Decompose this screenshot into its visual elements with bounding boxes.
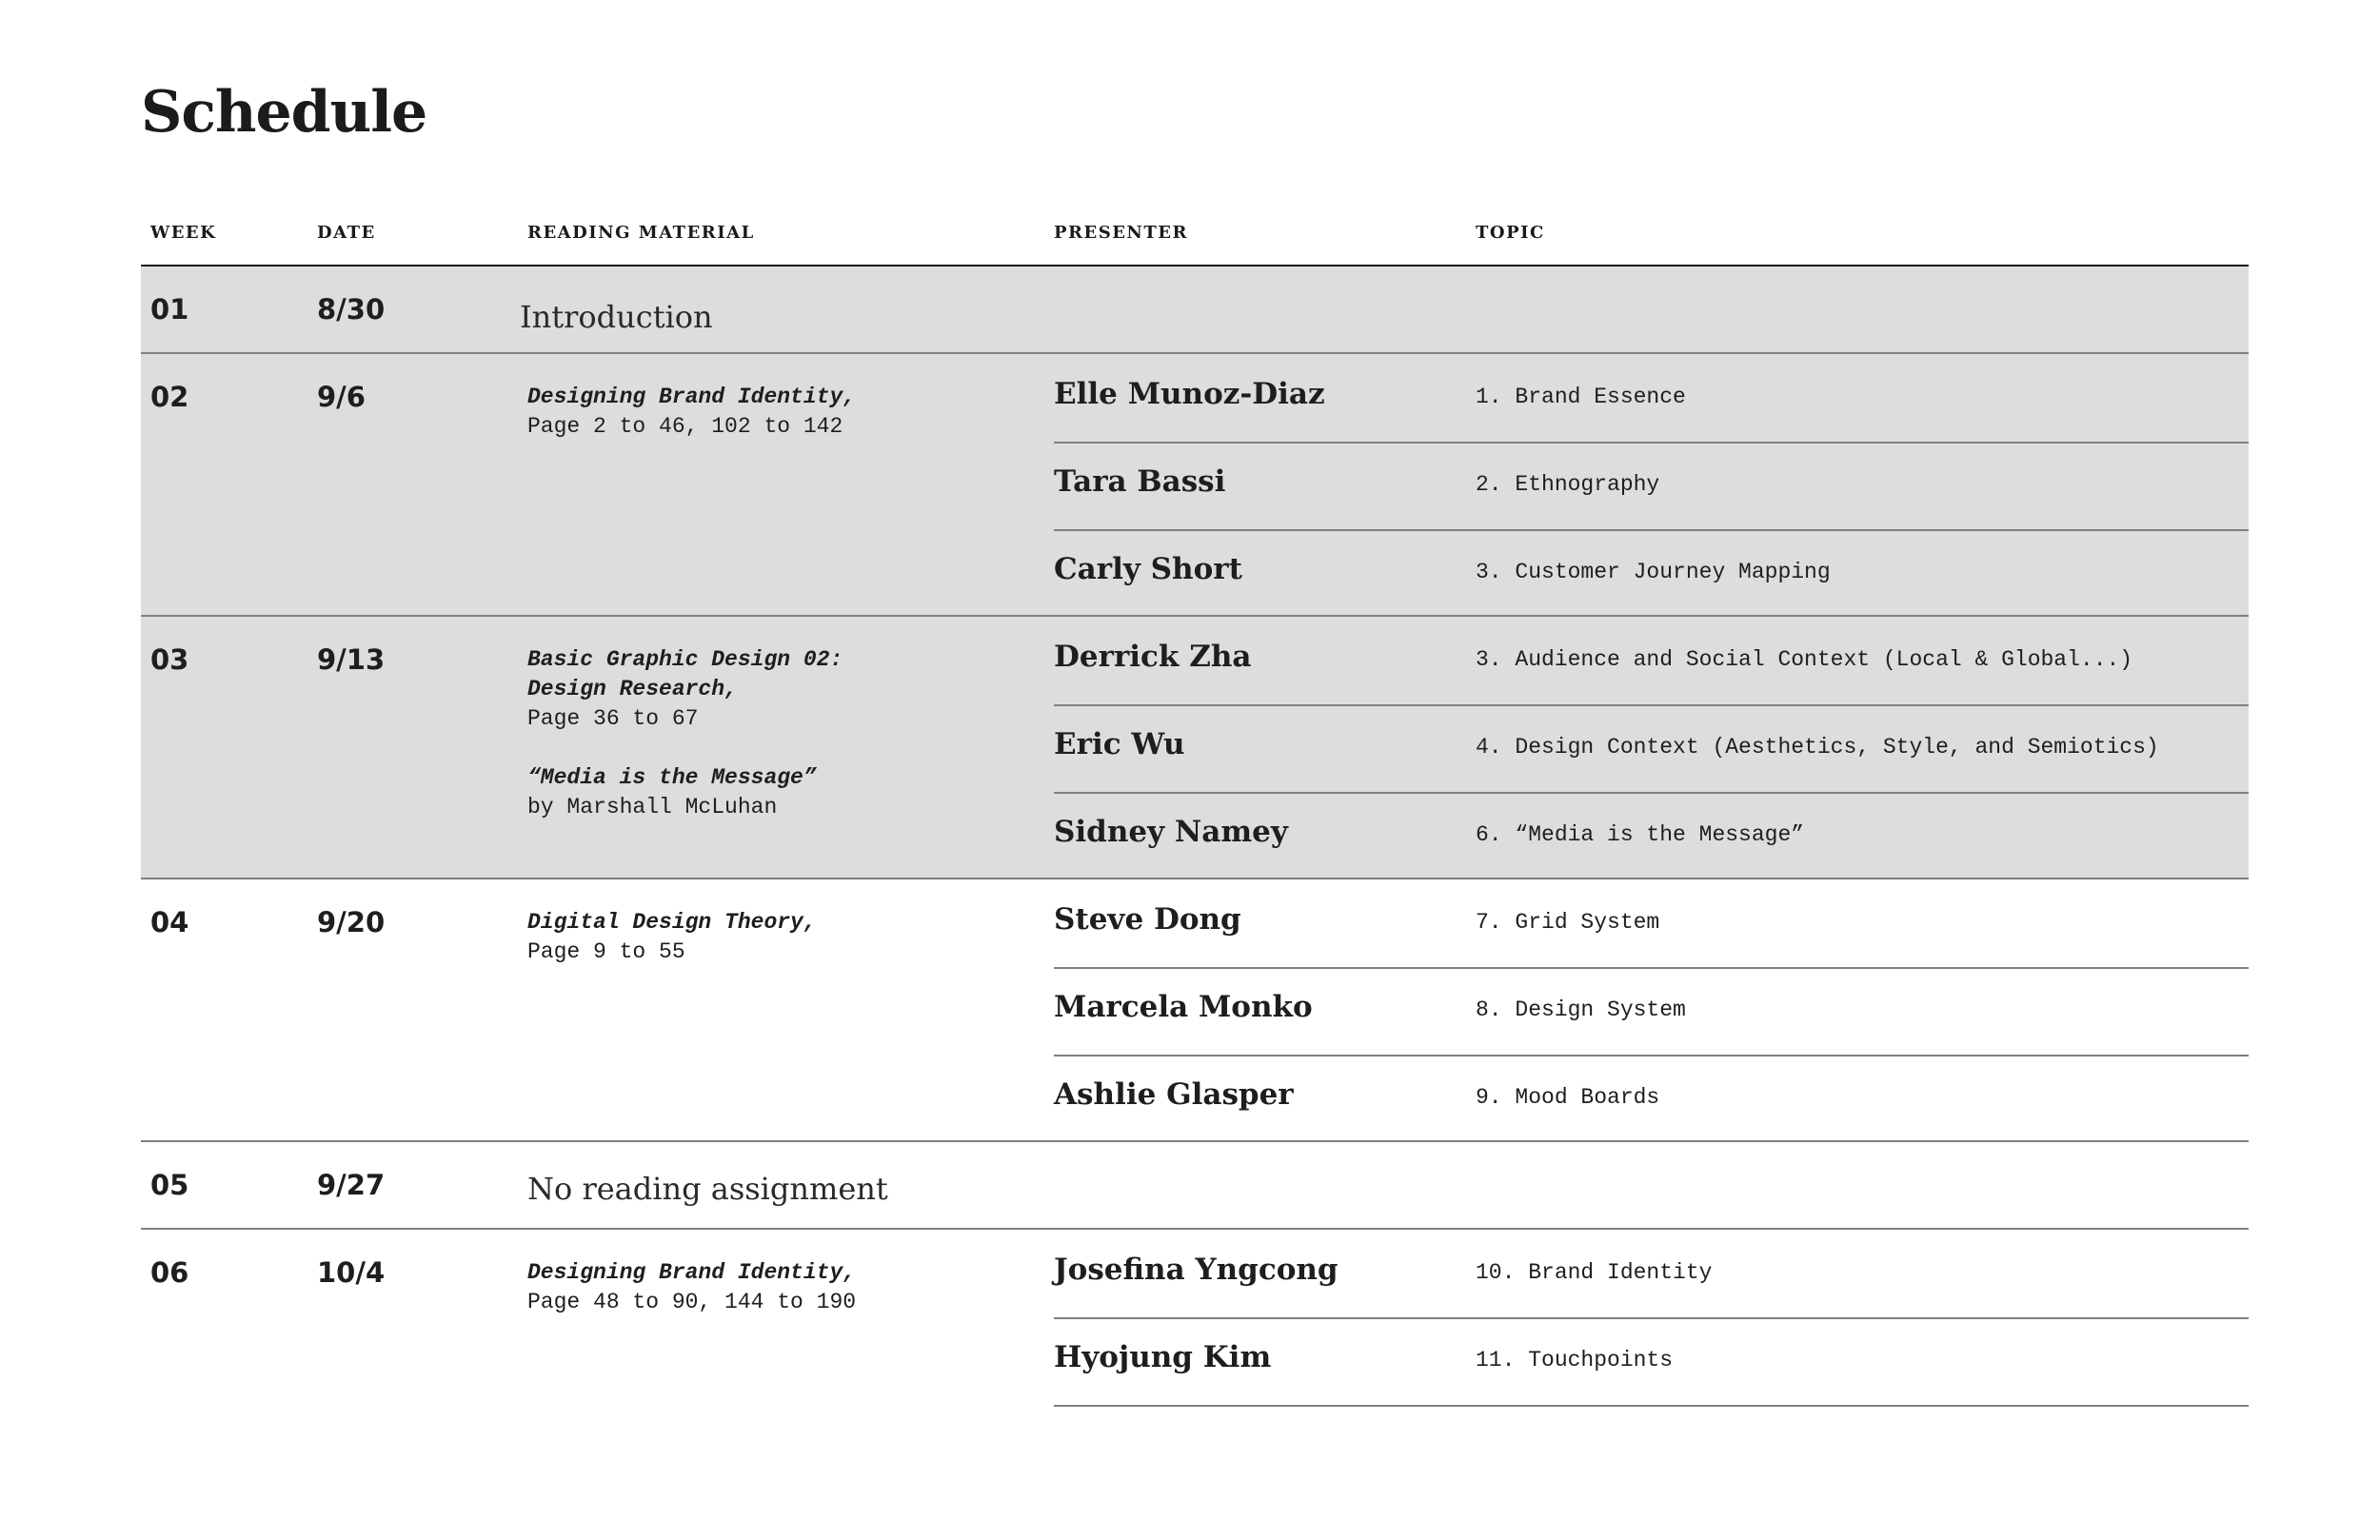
reading-pages: Page 9 to 55 [527,939,685,964]
table-header [141,219,2249,268]
presenter-topic: 3. Audience and Social Context (Local & Global...) [1476,647,2133,672]
header-reading-material: READING MATERIAL [527,223,755,243]
presenter-row [1054,879,2249,969]
presenter-topic: 11. Touchpoints [1476,1348,1674,1372]
presenter-name: Derrick Zha [1054,640,1252,674]
presenter-row [1054,1317,2249,1407]
presenter-topic: 2. Ethnography [1476,472,1660,497]
week-number: 01 [150,293,189,326]
week-row-04 [141,879,2249,1142]
week-date: 9/27 [317,1169,386,1201]
presenter-topic: 10. Brand Identity [1476,1260,1713,1285]
reading-book-title: Designing Brand Identity, [527,385,857,409]
reading-book-title: Designing Brand Identity, [527,1260,857,1285]
presenter-name: Steve Dong [1054,902,1241,937]
reading-note: Introduction [520,299,713,335]
reading-pages: Page 2 to 46, 102 to 142 [527,414,843,439]
presenter-name: Ashlie Glasper [1054,1077,1294,1112]
presenter-row [1054,617,2249,706]
presenter-row [1054,442,2249,531]
presenter-topic: 1. Brand Essence [1476,385,1686,409]
week-row-05 [141,1142,2249,1230]
week-number: 02 [150,381,189,413]
week-date: 9/20 [317,906,386,938]
presenter-topic: 8. Design System [1476,997,1686,1022]
week-row-06 [141,1230,2249,1405]
reading-material [527,908,1041,967]
presenter-row [1054,792,2249,879]
reading-book-subtitle: Design Research, [527,677,738,701]
reading-material [527,1258,1041,1317]
header-week: WEEK [150,223,217,243]
presenter-row [1054,967,2249,1056]
presenter-name: Eric Wu [1054,727,1185,761]
week-date: 9/6 [317,381,366,413]
presenter-name: Sidney Namey [1054,815,1288,849]
presenter-row [1054,1230,2249,1319]
week-date: 8/30 [317,293,386,326]
reading-book-title: Basic Graphic Design 02: [527,647,843,672]
week-row-01 [141,267,2249,354]
header-date: DATE [317,223,376,243]
presenter-topic: 9. Mood Boards [1476,1085,1660,1110]
presenter-row [1054,1055,2249,1142]
header-presenter: PRESENTER [1054,223,1188,243]
presenter-name: Elle Munoz-Diaz [1054,377,1325,411]
week-number: 03 [150,643,189,676]
reading-article-title: “Media is the Message” [527,765,817,790]
reading-pages: Page 36 to 67 [527,706,699,731]
presenter-name: Tara Bassi [1054,464,1226,499]
presenter-row [1054,354,2249,444]
reading-material [527,645,1041,822]
header-topic: TOPIC [1476,223,1545,243]
presenter-name: Josefina Yngcong [1054,1253,1339,1287]
week-number: 05 [150,1169,189,1201]
presenter-name: Marcela Monko [1054,990,1313,1024]
week-row-03 [141,617,2249,879]
page-title: Schedule [141,79,427,146]
presenter-topic: 3. Customer Journey Mapping [1476,560,1831,584]
week-row-02 [141,354,2249,617]
presenter-topic: 7. Grid System [1476,910,1660,935]
presenter-name: Hyojung Kim [1054,1340,1272,1374]
week-number: 04 [150,906,189,938]
presenter-name: Carly Short [1054,552,1242,586]
presenter-row [1054,704,2249,794]
reading-note: No reading assignment [527,1171,888,1207]
reading-book-title: Digital Design Theory, [527,910,817,935]
week-date: 10/4 [317,1256,386,1289]
reading-material [527,383,1041,442]
week-number: 06 [150,1256,189,1289]
presenter-topic: 4. Design Context (Aesthetics, Style, and Semiotics) [1476,735,2159,760]
reading-pages: Page 48 to 90, 144 to 190 [527,1290,857,1314]
reading-article-author: by Marshall McLuhan [527,795,778,819]
presenter-topic: 6. “Media is the Message” [1476,822,1805,847]
presenter-row [1054,529,2249,617]
week-date: 9/13 [317,643,386,676]
